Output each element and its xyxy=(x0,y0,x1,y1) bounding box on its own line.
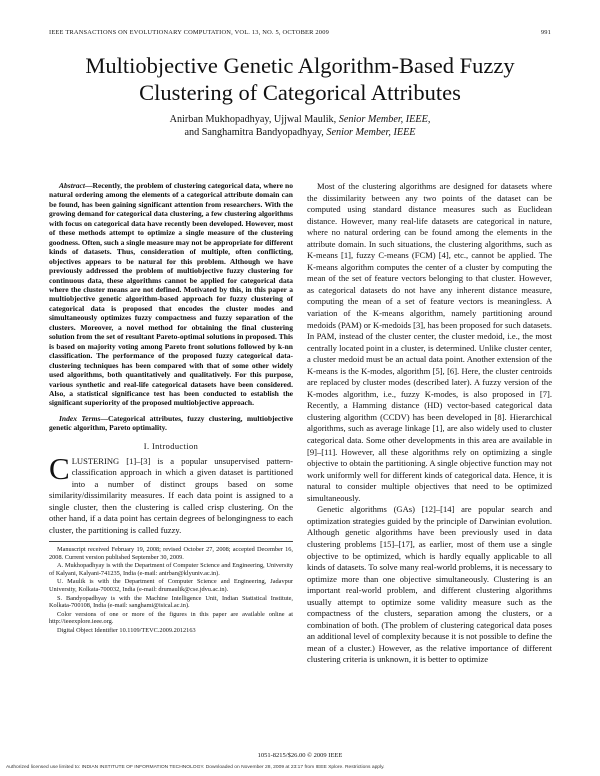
abstract xyxy=(49,181,293,408)
paper-title xyxy=(40,52,560,106)
index-terms-lead: Index Terms xyxy=(59,413,101,423)
abstract-text: —Recently, the problem of clustering categorical data, where no natural ordering among the elements of a categorical attribute domain can be found, has been gaining significant attention from researchers. With the growing demand for categorical data clustering, a few clustering algorithms with focus on categorical data have recently been developed. However, most of these methods attempt to optimize a single measure of the clustering goodness. Often, such a single measure may not be appropriate for different kinds of datasets. Thus, consideration of multiple, often conflicting, objectives appears to be natural for this problem. Although we have previously addressed the problem of multiobjective fuzzy clustering for continuous data, these algorithms cannot be applied for categorical data where the cluster means are not defined. Motivated by this, in this paper a multiobjective genetic algorithm-based approach for fuzzy clustering of categorical data is proposed that encodes the cluster modes and simultaneously optimizes fuzzy compactness and fuzzy separation of the clusters. Moreover, a novel method for obtaining the final clustering solution from the set of resultant Pareto-optimal solutions in proposed. This is based on majority voting among Pareto front solutions followed by k-nn classification. The performance of the proposed fuzzy categorical data-clustering techniques has been compared with that of some other widely used algorithms, both quantitatively and qualitatively. For this purpose, various synthetic and real-life categorical datasets have been considered. Also, a statistical significance test has been conducted to establish the significant superiority of the proposed multiobjective approach. xyxy=(49,181,293,408)
body-paragraph-2: Genetic algorithms (GAs) [12]–[14] are popular search and optimization strategies guided by the principle of Darwinian evolution. Although genetic algorithms have been previously used in data clustering problems [15]–[17], as earlier, most of them use a single objective to be optimized, which is hardly equally applicable to all kinds of datasets. To solve many real-world problems, it is necessary to optimize more than one objective simultaneously. Clustering is an important real-world problem, and different clustering algorithms usually attempt to optimize some validity measure such as the compactness of the clusters, separation among the clusters, or a combination of both. (The problem of clustering categorical data poses an additional level of complexity because it is not possible to define the mean of a cluster.) However, as the relative importance of different clustering criteria is unknown, it is better to optimize xyxy=(307,504,552,665)
author-line-2 xyxy=(40,126,560,139)
section-heading-introduction: I. Introduction xyxy=(143,441,199,451)
running-head xyxy=(49,29,551,38)
footnote-author-bandyopadhyay: S. Bandyopadhyay is with the Machine Intelligence Unit, Indian Statistical Institute, Kolkata-700108, India (e-mail: sanghami@isical.ac.in). xyxy=(49,594,293,610)
paper-title-line-2: Clustering of Categorical Attributes xyxy=(139,80,461,105)
index-terms xyxy=(49,414,293,433)
footnote-doi: Digital Object Identifier 10.1109/TEVC.2009.2012163 xyxy=(57,626,196,634)
footnote-author-maulik: U. Maulik is with the Department of Computer Science and Engineering, Jadavpur University, Kolkata-700032, India (e-mail: drumaulik@cse.jdvu.ac.in). xyxy=(49,578,293,594)
introduction-text: LUSTERING [1]–[3] is a popular unsupervised pattern-classification approach in which a given dataset is partitioned into a number of distinct groups based on some similarity/dissimilarity measures. If each data point is assigned to a single cluster, then the clustering is called crisp clustering. On the other hand, if a data point has certain degrees of belongingness to each cluster, the partitioning is called fuzzy. xyxy=(49,455,293,535)
drop-cap: C xyxy=(49,450,70,486)
body-paragraph-1: Most of the clustering algorithms are designed for datasets where the dissimilarity between any two points of the dataset can be computed using standard distance measures such as Euclidean distance. However, many real-life datasets are categorical in nature, where no natural ordering can be found among the elements in the attribute domain. In such situations, the clustering algorithms, such as K-means [1], fuzzy C-means (FCM) [4], etc., cannot be applied. The K-means algorithm computes the center of a cluster by computing the mean of the set of feature vectors belonging to that cluster. However, as categorical datasets do not have any inherent distance measure, computing the mean of a set of feature vectors is meaningless. A variation of the K-means algorithm, namely partitioning around medoids (PAM) or K-medoids [3], has been proposed for such datasets. In PAM, instead of the cluster center, the cluster medoid, i.e., the most centrally located point in a cluster, is determined. Unlike cluster center, a cluster medoid must be an actual data point. Another extension of the K-means is the K-modes, algorithm [5], [6]. Here, the cluster centroids are replaced by cluster modes (described later). A fuzzy version of the K-modes algorithm, i.e., fuzzy K-modes, is also proposed in [7]. Recently, a Hamming distance (HD) vector-based categorical data clustering algorithm (CCDV) has been developed in [8]. Hierarchical algorithms, such as average linkage [1], are also widely used to cluster categorical data. Some other developments in this area are available in [9]–[11]. However, all these algorithms rely on optimizing a single objective to obtain the partitioning. A single objective function may not work uniformly well for different kinds of categorical data. Hence, it is natural to consider multiple objectives that need to be optimized simultaneously. xyxy=(307,181,552,503)
license-notice: Authorized licensed use limited to: INDIAN INSTITUTE OF INFORMATION TECHNOLOGY. Downloaded on November 28, 2009 at 23:17 from IEEE Xplore. Restrictions apply. xyxy=(6,765,385,770)
author-role-2: Senior Member, IEEE xyxy=(326,127,416,138)
author-line-1 xyxy=(40,113,560,126)
author-role-1: Senior Member, IEEE, xyxy=(338,114,431,125)
copyright-line: 1051-8215/$26.00 © 2009 IEEE xyxy=(257,752,343,759)
footnote-color-versions: Color versions of one or more of the figures in this paper are available online at http://ieeexplore.ieee.org. xyxy=(49,610,293,626)
page-number: 991 xyxy=(540,29,551,36)
right-column xyxy=(307,181,552,666)
left-column xyxy=(49,181,293,635)
author-names-1: Anirban Mukhopadhyay, Ujjwal Maulik, xyxy=(169,114,339,125)
footnote-author-mukhopadhyay: A. Mukhopadhyay is with the Department of Computer Science and Engineering, University of Kalyani, Kalyani-741235, India (e-mail: anirban@klyuniv.ac.in). xyxy=(49,562,293,578)
abstract-lead: Abstract xyxy=(59,181,85,190)
paper-title-line-1: Multiobjective Genetic Algorithm-Based Fuzzy xyxy=(85,53,515,78)
journal-running-title: IEEE TRANSACTIONS ON EVOLUTIONARY COMPUTATION, VOL. 13, NO. 5, OCTOBER 2009 xyxy=(49,29,329,36)
author-names-2: and Sanghamitra Bandyopadhyay, xyxy=(184,127,327,138)
footnotes xyxy=(49,541,293,634)
index-terms-text: —Categorical attributes, fuzzy clustering, multiobjective genetic algorithm, Pareto optimality. xyxy=(49,413,293,433)
footnote-manuscript-dates: Manuscript received February 19, 2008; revised October 27, 2008; accepted December 16, 2008. Current version published September 30, 2009. xyxy=(49,546,293,562)
introduction-paragraph xyxy=(49,450,293,537)
author-list xyxy=(40,113,560,139)
